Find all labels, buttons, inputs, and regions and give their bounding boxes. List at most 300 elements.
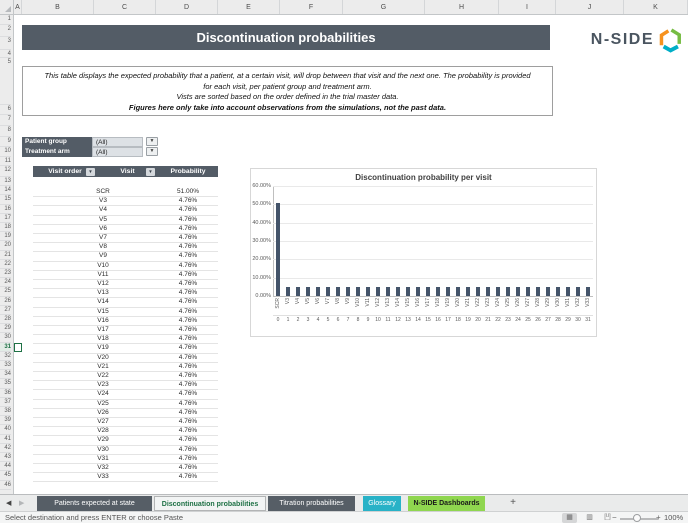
visit-cell[interactable]: V3	[99, 197, 107, 205]
table-row[interactable]	[33, 216, 218, 225]
table-row[interactable]	[33, 206, 218, 215]
chart-secondary-x-label: 13	[405, 317, 411, 323]
row-header-34[interactable]: 34	[0, 370, 11, 379]
table-row[interactable]	[33, 225, 218, 234]
row-header-27[interactable]: 27	[0, 306, 11, 315]
visit-cell[interactable]: V11	[97, 270, 109, 278]
table-row[interactable]	[33, 280, 218, 289]
treatment-arm-dropdown-icon[interactable]: ▼	[146, 147, 158, 156]
discontinuation-table	[33, 166, 218, 481]
chart-secondary-x-label: 29	[565, 317, 571, 323]
treatment-arm-value[interactable]: (All)	[92, 147, 143, 157]
chart-bar-V6	[316, 287, 321, 296]
zoom-in-button[interactable]: +	[656, 513, 661, 522]
chart-bar-V13	[386, 287, 391, 296]
probability-cell[interactable]: 4.76%	[178, 445, 198, 453]
probability-cell[interactable]: 4.76%	[178, 436, 198, 444]
chart-x-label-slot	[403, 298, 413, 315]
chart-y-tick-label: 50.00%	[252, 201, 271, 208]
sheet-tab-n-side-dashboards[interactable]: N-SIDE Dashboards	[408, 496, 485, 511]
chart-bar-V26	[516, 287, 521, 296]
chart-secondary-x-label: 7	[346, 317, 350, 323]
probability-cell[interactable]: 4.76%	[178, 353, 198, 361]
visit-cell[interactable]: V9	[99, 252, 107, 260]
row-header-42[interactable]: 42	[0, 444, 11, 453]
row-header-14[interactable]: 14	[0, 186, 11, 195]
chart-secondary-x-label: 2	[296, 317, 300, 323]
nside-logo	[552, 26, 684, 54]
table-row[interactable]	[33, 381, 218, 390]
probability-cell[interactable]: 4.76%	[178, 344, 198, 352]
row-header-8[interactable]: 8	[0, 126, 11, 137]
chart-secondary-x-label: 12	[395, 317, 401, 323]
sheet-tab-bar	[0, 494, 688, 511]
chart-y-tick-label: 0.00%	[255, 293, 271, 299]
chart-bar-V4	[296, 287, 301, 296]
chart-gridline	[273, 204, 593, 205]
probability-cell[interactable]: 4.76%	[178, 464, 198, 471]
row-header-35[interactable]: 35	[0, 379, 11, 388]
discontinuation-chart[interactable]	[250, 168, 597, 337]
row-header-39[interactable]: 39	[0, 416, 11, 425]
chart-x-label-slot	[353, 298, 363, 315]
chart-x-tick-label: V3	[284, 298, 291, 305]
chart-x-label-slot	[493, 298, 503, 315]
probability-cell[interactable]: 4.76%	[178, 326, 198, 333]
patient-group-label: Patient group	[22, 137, 92, 147]
row-header-38[interactable]: 38	[0, 407, 11, 416]
patient-group-filter-row	[22, 137, 158, 147]
column-header-D[interactable]: D	[156, 0, 218, 14]
chart-x-label-slot	[303, 298, 313, 315]
probability-cell[interactable]: 4.76%	[178, 427, 198, 435]
chart-x-tick-label: V31	[564, 298, 571, 307]
chart-secondary-x-label: 18	[455, 317, 461, 323]
description-line: Vists are sorted based on the order defined in the trial master data.	[176, 92, 399, 101]
probability-cell[interactable]: 4.76%	[178, 335, 198, 343]
visit-cell[interactable]: V25	[97, 399, 109, 407]
probability-cell[interactable]: 4.76%	[178, 454, 198, 462]
chart-x-tick-label: V28	[534, 298, 541, 307]
chart-bar-V17	[426, 287, 431, 296]
chart-secondary-x-label: 25	[525, 317, 531, 323]
table-row[interactable]	[33, 400, 218, 409]
probability-cell[interactable]: 4.76%	[178, 215, 198, 223]
visit-cell[interactable]: V32	[97, 464, 109, 471]
table-row[interactable]	[33, 473, 218, 482]
row-header-36[interactable]: 36	[0, 389, 11, 398]
visit-cell[interactable]: V27	[97, 418, 109, 425]
chart-y-tick-label: 10.00%	[252, 274, 271, 281]
tab-scroll-left-icon[interactable]: ◀	[6, 500, 12, 507]
row-header-3[interactable]: 3	[0, 37, 11, 50]
sheet-tab-glossary[interactable]: Glossary	[363, 496, 401, 511]
visit-cell[interactable]: V31	[97, 454, 109, 462]
probability-cell[interactable]: 4.76%	[178, 243, 198, 251]
chart-x-label-slot	[443, 298, 453, 315]
chart-x-label-slot	[583, 298, 593, 315]
row-header-30[interactable]: 30	[0, 333, 11, 342]
column-header-I[interactable]: I	[499, 0, 556, 14]
chart-x-tick-label: V7	[324, 298, 331, 305]
table-row[interactable]	[33, 464, 218, 473]
chart-secondary-x-label: 5	[326, 317, 330, 323]
chart-bar-V3	[286, 287, 291, 296]
chart-bar-V30	[556, 287, 561, 296]
column-header-J[interactable]: J	[556, 0, 624, 14]
description-line: for each visit, per patient group and treatment arm.	[203, 81, 372, 91]
row-header-29[interactable]: 29	[0, 324, 11, 333]
chart-x-label-slot	[423, 298, 433, 315]
visit-cell[interactable]: V20	[97, 353, 109, 361]
probability-cell[interactable]: 4.76%	[178, 289, 198, 297]
chart-x-tick-label: V22	[474, 298, 481, 307]
chart-secondary-x-label: 14	[415, 317, 421, 323]
visit-cell[interactable]: V21	[97, 362, 109, 370]
chart-secondary-x-label: 23	[505, 317, 511, 323]
active-cell-A31[interactable]	[14, 343, 22, 352]
probability-cell[interactable]: 4.76%	[178, 197, 198, 205]
row-header-22[interactable]: 22	[0, 260, 11, 269]
chart-secondary-x-label: 22	[495, 317, 501, 323]
row-header-10[interactable]: 10	[0, 147, 11, 157]
chart-x-tick-label: V26	[514, 298, 521, 307]
chart-x-label-slot	[553, 298, 563, 315]
chart-x-label-slot	[283, 298, 293, 315]
chart-x-label-slot	[483, 298, 493, 315]
patient-group-value[interactable]: (All)	[92, 137, 143, 147]
chart-x-label-slot	[393, 298, 403, 315]
visit-cell[interactable]: V22	[97, 372, 109, 379]
sheet-tab-patients-expected-at-state[interactable]: Patients expected at state	[37, 496, 152, 511]
column-header-G[interactable]: G	[343, 0, 425, 14]
chart-secondary-x-label: 0	[276, 317, 280, 323]
row-header-12[interactable]: 12	[0, 166, 11, 177]
chart-bar-V29	[546, 287, 551, 296]
chart-x-label-slot	[573, 298, 583, 315]
chart-x-tick-label: V10	[354, 298, 361, 307]
page-layout-view-button[interactable]: ▥	[586, 514, 593, 521]
visit-cell[interactable]: V33	[97, 473, 109, 481]
probability-cell[interactable]: 4.76%	[178, 399, 198, 407]
chart-x-tick-label: V19	[444, 298, 451, 307]
row-header-37[interactable]: 37	[0, 398, 11, 407]
table-row[interactable]	[33, 326, 218, 335]
chart-x-label-slot	[333, 298, 343, 315]
row-header-7[interactable]: 7	[0, 115, 11, 126]
chart-bar-V15	[406, 287, 411, 296]
visit-cell[interactable]: V24	[97, 390, 109, 398]
probability-cell[interactable]: 4.76%	[178, 224, 198, 232]
visit-cell[interactable]: V15	[97, 307, 109, 315]
table-row[interactable]	[33, 363, 218, 372]
zoom-slider-knob[interactable]	[633, 514, 641, 522]
probability-cell[interactable]: 4.76%	[178, 307, 198, 315]
table-row[interactable]	[33, 335, 218, 344]
table-row[interactable]	[33, 252, 218, 261]
chart-bar-V28	[536, 287, 541, 296]
chart-secondary-x-label: 15	[425, 317, 431, 323]
table-row[interactable]	[33, 262, 218, 271]
row-header-31[interactable]: 31	[0, 343, 11, 352]
visit-cell[interactable]: V17	[97, 326, 109, 333]
row-header-5[interactable]: 5	[0, 58, 11, 105]
row-header-25[interactable]: 25	[0, 287, 11, 296]
row-header-9[interactable]: 9	[0, 137, 11, 147]
chart-bar-V27	[526, 287, 531, 296]
row-header-44[interactable]: 44	[0, 462, 11, 471]
visit-cell[interactable]: V16	[97, 316, 109, 324]
column-header-H[interactable]: H	[425, 0, 499, 14]
row-header-26[interactable]: 26	[0, 297, 11, 306]
treatment-arm-label: Treatment arm	[22, 147, 92, 157]
chart-x-label-slot	[413, 298, 423, 315]
row-header-23[interactable]: 23	[0, 269, 11, 278]
column-header-E[interactable]: E	[218, 0, 280, 14]
visit-cell[interactable]: V10	[97, 261, 109, 269]
chart-x-label-slot	[293, 298, 303, 315]
table-row[interactable]	[33, 317, 218, 326]
probability-cell[interactable]: 4.76%	[178, 261, 198, 269]
table-row[interactable]	[33, 344, 218, 353]
chart-x-tick-label: V33	[584, 298, 591, 307]
probability-cell[interactable]: 4.76%	[178, 390, 198, 398]
row-header-4[interactable]: 4	[0, 50, 11, 58]
visit-cell[interactable]: V5	[99, 215, 107, 223]
table-row[interactable]	[33, 446, 218, 455]
table-row[interactable]	[33, 298, 218, 307]
chart-bar-V33	[586, 287, 591, 296]
table-row[interactable]	[33, 308, 218, 317]
table-row[interactable]	[33, 427, 218, 436]
probability-cell[interactable]: 4.76%	[178, 316, 198, 324]
sheet-tab-titration-probabilities[interactable]: Titration probabilities	[268, 496, 355, 511]
chart-bar-V25	[506, 287, 511, 296]
chart-x-label-slot	[453, 298, 463, 315]
chart-x-tick-label: V12	[374, 298, 381, 307]
chart-x-label-slot	[513, 298, 523, 315]
probability-cell[interactable]: 4.76%	[178, 280, 198, 287]
visit-order-header[interactable]: Visit order	[48, 168, 82, 175]
row-header-18[interactable]: 18	[0, 223, 11, 232]
row-header-6[interactable]: 6	[0, 105, 11, 115]
chart-axis-separator-line	[273, 315, 593, 316]
column-header-F[interactable]: F	[280, 0, 343, 14]
chart-secondary-x-label: 28	[555, 317, 561, 323]
visit-cell[interactable]: V19	[97, 344, 109, 352]
visit-cell[interactable]: V13	[97, 289, 109, 297]
chart-secondary-x-label: 26	[535, 317, 541, 323]
chart-bar-V20	[456, 287, 461, 296]
table-row[interactable]	[33, 409, 218, 418]
row-header-16[interactable]: 16	[0, 205, 11, 214]
chart-x-tick-label: V16	[414, 298, 421, 307]
row-header-24[interactable]: 24	[0, 278, 11, 287]
row-header-20[interactable]: 20	[0, 241, 11, 250]
probability-cell[interactable]: 4.76%	[178, 381, 198, 389]
column-header-B[interactable]: B	[22, 0, 94, 14]
row-header-17[interactable]: 17	[0, 214, 11, 223]
table-row[interactable]	[33, 418, 218, 427]
row-header-40[interactable]: 40	[0, 425, 11, 434]
chart-x-label-slot	[563, 298, 573, 315]
chart-secondary-x-label: 27	[545, 317, 551, 323]
visit-cell[interactable]: V6	[99, 224, 107, 232]
status-bar	[0, 511, 688, 523]
row-header-32[interactable]: 32	[0, 352, 11, 361]
column-header-A[interactable]: A	[14, 0, 22, 14]
visit-cell[interactable]: V4	[99, 206, 107, 214]
zoom-out-button[interactable]: −	[612, 513, 617, 522]
probability-cell[interactable]: 4.76%	[178, 206, 198, 214]
chart-gridline	[273, 186, 593, 187]
tab-scroll-right-icon[interactable]: ▶	[19, 500, 25, 507]
table-row[interactable]	[33, 271, 218, 280]
row-header-1[interactable]: 1	[0, 15, 11, 25]
visit-filter-icon[interactable]: ▼	[146, 168, 155, 176]
row-header-2[interactable]: 2	[0, 25, 11, 37]
zoom-level[interactable]: 100%	[664, 513, 684, 522]
probability-cell[interactable]: 4.76%	[178, 473, 198, 481]
column-header-bar	[0, 0, 688, 15]
sheet-tab-discontinuation-probabilities[interactable]: Discontinuation probabilities	[154, 496, 266, 511]
table-row[interactable]	[33, 390, 218, 399]
visit-cell[interactable]: SCR	[96, 188, 110, 195]
chart-secondary-x-label: 20	[475, 317, 481, 323]
visit-cell[interactable]: V7	[99, 234, 107, 241]
chart-x-label-slot	[383, 298, 393, 315]
table-row[interactable]	[33, 289, 218, 298]
chart-secondary-x-label: 31	[585, 317, 591, 323]
chart-y-tick-label: 20.00%	[252, 256, 271, 263]
table-row[interactable]	[33, 354, 218, 363]
chart-secondary-x-label: 21	[485, 317, 491, 323]
table-row[interactable]	[33, 455, 218, 464]
table-row[interactable]	[33, 243, 218, 252]
row-header-15[interactable]: 15	[0, 195, 11, 204]
probability-cell[interactable]: 4.76%	[178, 270, 198, 278]
status-message: Select destination and press ENTER or choose Paste	[5, 513, 184, 522]
row-header-33[interactable]: 33	[0, 361, 11, 370]
chart-gridline	[273, 278, 593, 279]
chart-bar-V12	[376, 287, 381, 296]
chart-secondary-x-label: 3	[306, 317, 310, 323]
row-header-28[interactable]: 28	[0, 315, 11, 324]
chart-x-tick-label: V30	[554, 298, 561, 307]
normal-view-button[interactable]: ▦	[562, 513, 577, 523]
visit-order-sort-filter-icon[interactable]: ▼	[86, 168, 95, 176]
chart-bar-V19	[446, 287, 451, 296]
chart-bar-V23	[486, 287, 491, 296]
probability-cell[interactable]: 4.76%	[178, 252, 198, 260]
probability-cell[interactable]: 4.76%	[178, 408, 198, 416]
chart-x-tick-label: V20	[454, 298, 461, 307]
visit-cell[interactable]: V28	[97, 427, 109, 435]
chart-gridline	[273, 259, 593, 260]
chart-x-label-slot	[543, 298, 553, 315]
chart-bar-V10	[356, 287, 361, 296]
row-header-41[interactable]: 41	[0, 435, 11, 444]
probability-header[interactable]: Probability	[170, 168, 206, 175]
chart-x-tick-label: V6	[314, 298, 321, 305]
visit-cell[interactable]: V23	[97, 381, 109, 389]
chart-x-label-slot	[373, 298, 383, 315]
visit-cell[interactable]: V26	[97, 408, 109, 416]
row-header-13[interactable]: 13	[0, 177, 11, 186]
chart-x-tick-label: V32	[574, 298, 581, 307]
chart-x-tick-label: V9	[344, 298, 351, 305]
chart-y-tick-label: 40.00%	[252, 219, 271, 226]
visit-cell[interactable]: V18	[97, 335, 109, 343]
chart-secondary-x-label: 30	[575, 317, 581, 323]
column-header-K[interactable]: K	[624, 0, 688, 14]
chart-secondary-x-label: 16	[435, 317, 441, 323]
probability-cell[interactable]: 4.76%	[178, 298, 198, 306]
probability-cell[interactable]: 4.76%	[178, 418, 198, 425]
table-row[interactable]	[33, 188, 218, 197]
patient-group-dropdown-icon[interactable]: ▼	[146, 137, 158, 146]
chart-x-tick-label: V4	[294, 298, 301, 305]
row-header-11[interactable]: 11	[0, 157, 11, 166]
visit-cell[interactable]: V12	[97, 280, 109, 287]
chart-x-tick-label: V25	[504, 298, 511, 307]
probability-cell[interactable]: 4.76%	[178, 372, 198, 379]
chart-bar-V32	[576, 287, 581, 296]
visit-cell[interactable]: V8	[99, 243, 107, 251]
row-header-19[interactable]: 19	[0, 232, 11, 241]
select-all-button[interactable]	[0, 0, 14, 14]
chart-x-label-slot	[473, 298, 483, 315]
chart-x-label-slot	[323, 298, 333, 315]
chart-x-label-slot	[463, 298, 473, 315]
chart-x-tick-label: V11	[364, 298, 371, 307]
probability-cell[interactable]: 51.00%	[176, 188, 200, 195]
description-line-bold: Figures here only take into account observations from the simulations, not the past data.	[128, 102, 447, 112]
chart-gridline	[273, 296, 593, 297]
table-row[interactable]	[33, 234, 218, 243]
chart-x-tick-label: V13	[384, 298, 391, 307]
chart-secondary-x-label: 4	[316, 317, 320, 323]
description-line: This table displays the expected probability that a patient, at a certain visit, will drop between that visit and the next one. The probability is provided	[44, 71, 531, 80]
probability-cell[interactable]: 4.76%	[178, 234, 198, 241]
row-header-21[interactable]: 21	[0, 251, 11, 260]
table-row[interactable]	[33, 197, 218, 206]
chart-secondary-x-label: 11	[385, 317, 391, 323]
visit-cell[interactable]: V29	[97, 436, 109, 444]
table-row[interactable]	[33, 436, 218, 445]
chart-bar-SCR	[276, 203, 281, 297]
probability-cell[interactable]: 4.76%	[178, 362, 198, 370]
chart-bar-V24	[496, 287, 501, 296]
chart-x-tick-label: V18	[434, 298, 441, 307]
visit-header[interactable]: Visit	[120, 168, 135, 175]
chart-secondary-x-label: 17	[445, 317, 451, 323]
row-header-43[interactable]: 43	[0, 453, 11, 462]
visit-cell[interactable]: V14	[97, 298, 109, 306]
column-header-C[interactable]: C	[94, 0, 156, 14]
row-header-45[interactable]: 45	[0, 471, 11, 480]
chart-bar-V21	[466, 287, 471, 296]
chart-gridline	[273, 241, 593, 242]
chart-x-label-slot	[363, 298, 373, 315]
chart-secondary-x-label: 9	[366, 317, 370, 323]
add-sheet-button[interactable]: +	[510, 497, 516, 508]
visit-cell[interactable]: V30	[97, 445, 109, 453]
table-row[interactable]	[33, 372, 218, 381]
select-all-triangle-icon	[5, 6, 11, 12]
row-header-46[interactable]: 46	[0, 481, 11, 490]
page-break-view-button[interactable]: 凹	[604, 514, 611, 521]
